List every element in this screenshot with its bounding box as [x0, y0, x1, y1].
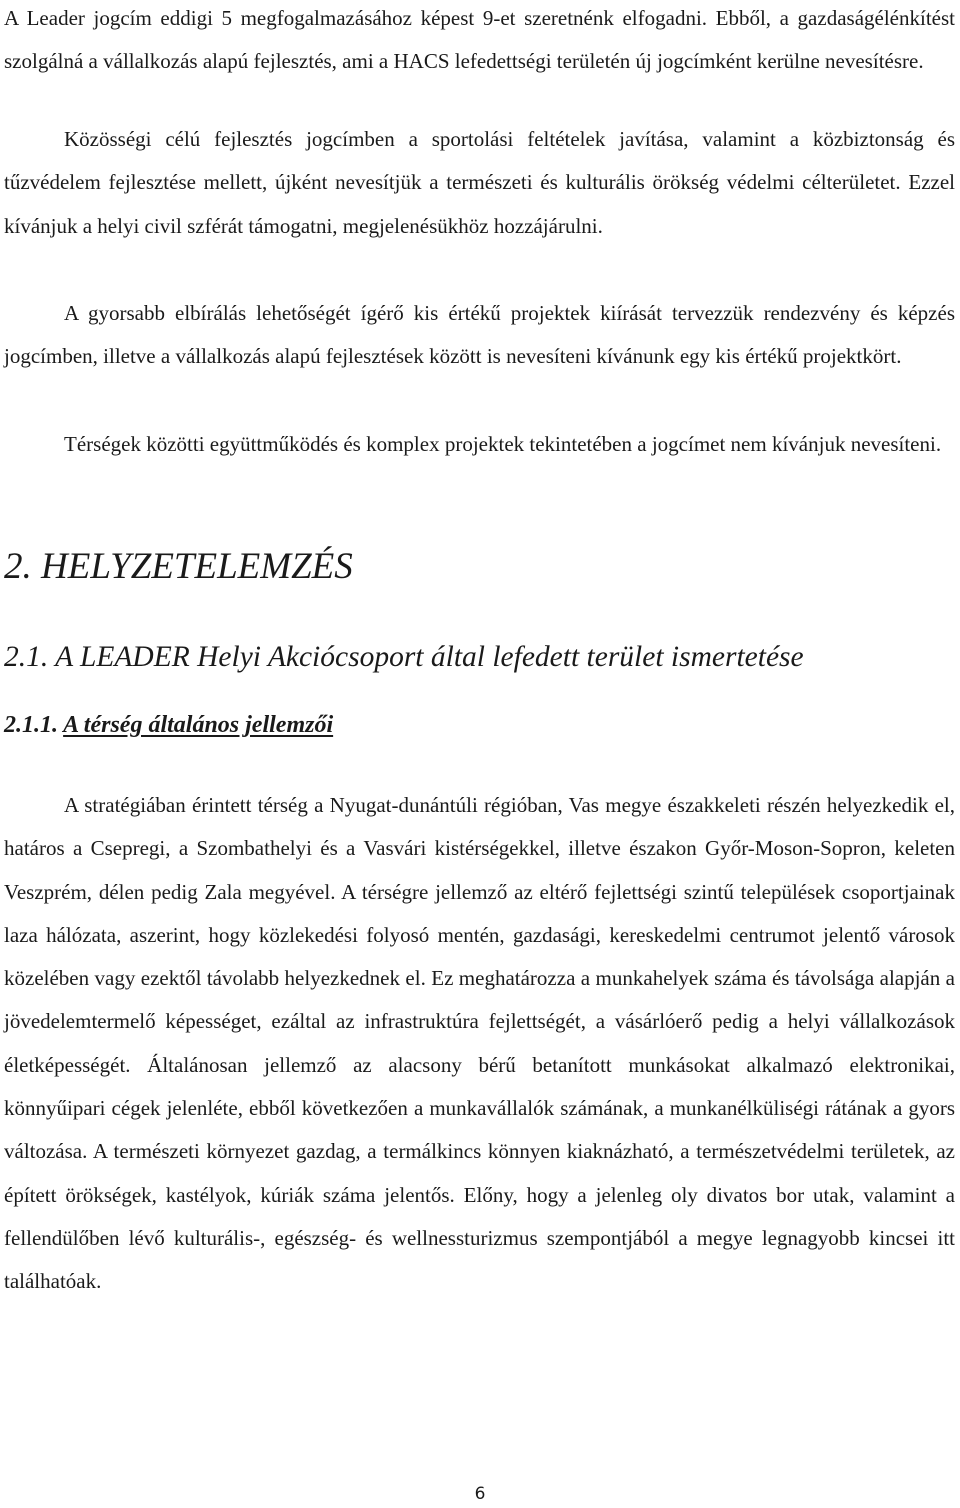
page-number: 6	[474, 1484, 486, 1504]
paragraph-tersegek-kozotti: Térségek közötti együttműködés és komplex projektek tekintetében a jogcímet nem kívánjuk nevesíteni.	[64, 432, 942, 456]
subsubsection-heading	[4, 704, 333, 746]
paragraph-terseg-jellemzoi: A stratégiában érintett térség a Nyugat-dunántúli régióban, Vas megye északkeleti részén helyezkedik el, határos a Csepregi, a Szombathelyi és a Vasvári kistérségekkel, illetve északon Győr-Moson-Sopron, keleten Veszprém, délen pedig Zala megyével. A térségre jellemző az eltérő fejlettségi szintű települések csoportjainak laza hálózata, aszerint, hogy közlekedési folyosó mentén, gazdasági, kereskedelmi centrumot jelentő városok közelében vagy ezektől távolabb helyezkednek el. Ez meghatározza a munkahelyek száma és távolsága alapján a jövedelemtermelő képességet, ezáltal az infrastruktúra fejlettségét, a vásárlóerő pedig a helyi vállalkozások életképességét. Általánosan jellemző az alacsony bérű betanított munkásokat alkalmazó elektronikai, könnyűipari cégek jelenléte, ebből következően a munkavállalók számának, a munkanélküliségi rátának a gyors változása. A természeti környezet gazdag, a termálkincs könnyen kiaknázható, a természetvédelmi területek, az épített örökségek, kastélyok, kúriák száma jelentős. Előny, hogy a jelenleg oly divatos bor utak, valamint a fellendülőben lévő kulturális-, egészség- és wellnessturizmus szempontjából a megye legnagyobb kincsei itt találhatóak.	[4, 793, 955, 1294]
paragraph-kis-erteku-projektek: A gyorsabb elbírálás lehetőségét ígérő kis értékű projektek kiírását tervezzük rendezvény és képzés jogcímben, illetve a vállalkozás alapú fejlesztések között is nevesíteni kívánunk egy kis értékű projektkört.	[4, 301, 955, 369]
subsubsection-title: A térség általános jellemzői	[63, 712, 334, 738]
section-heading: 2. HELYZETELEMZÉS	[4, 546, 353, 587]
paragraph-kozossegi-celu: Közösségi célú fejlesztés jogcímben a sportolási feltételek javítása, valamint a közbiztonság és tűzvédelem fejlesztése mellett, újként nevesítjük a természeti és kulturális örökség védelmi célterületet. Ezzel kívánjuk a helyi civil szférát támogatni, megjelenésükhöz hozzájárulni.	[4, 127, 955, 238]
paragraph-leader-jogcim: A Leader jogcím eddigi 5 megfogalmazásához képest 9-et szeretnénk elfogadni. Ebből, a gazdaságélénkítést szolgálná a vállalkozás alapú fejlesztés, ami a HACS lefedettségi területén új jogcímként kerülne nevesítésre.	[4, 6, 955, 74]
subsection-heading: 2.1. A LEADER Helyi Akciócsoport által lefedett terület ismertetése	[4, 641, 804, 673]
subsubsection-number: 2.1.1.	[4, 712, 64, 738]
